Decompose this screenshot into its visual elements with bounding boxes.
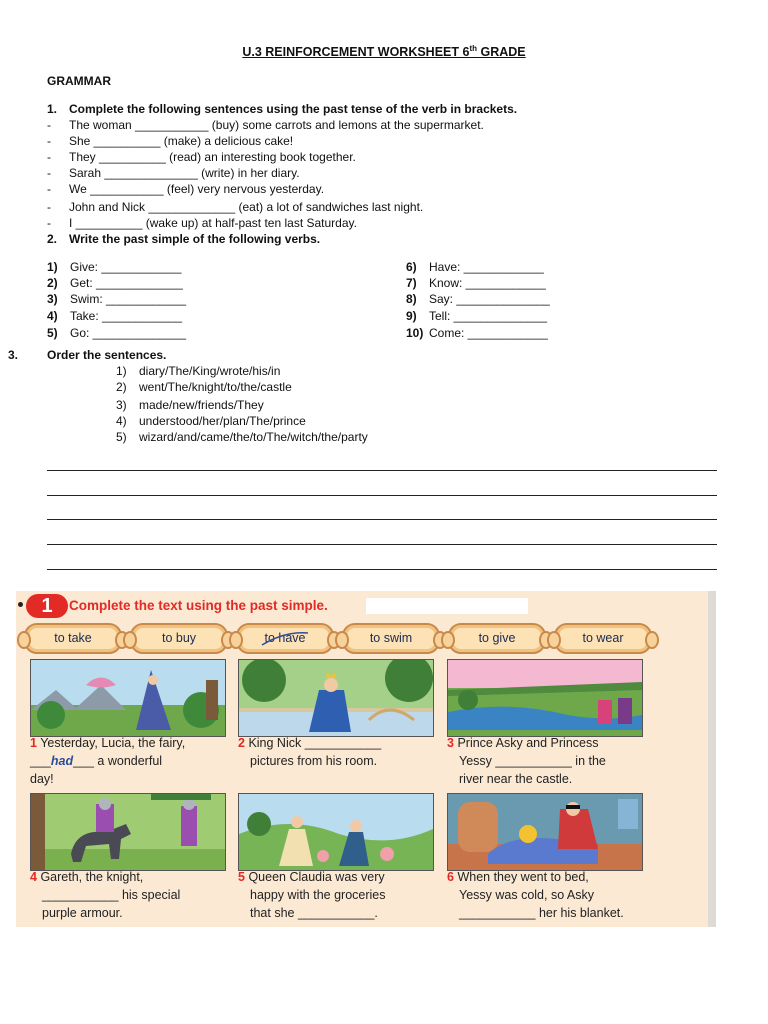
illustration-bedroom (447, 793, 643, 871)
order-item: 1) diary/The/King/wrote/his/in (116, 364, 281, 378)
verb-item: 4) Take: ____________ (47, 309, 183, 323)
sentence-item: They __________ (read) an interesting book together. (69, 150, 356, 164)
order-item: 5) wizard/and/came/the/to/The/witch/the/party (116, 430, 368, 444)
answer-line[interactable] (47, 495, 717, 496)
caption-5: 5 Queen Claudia was very happy with the groceries that she ___________. (238, 870, 386, 920)
verb-chip: to wear (554, 623, 652, 654)
verb-item: 6) Have: ____________ (406, 260, 544, 274)
white-patch (366, 598, 528, 614)
textbook-exercise (16, 591, 716, 927)
caption-1: 1 Yesterday, Lucia, the fairy, ___had___ a wonderful day! (30, 736, 186, 786)
verb-item: 1) Give: ____________ (47, 260, 182, 274)
question-number: 3. (8, 348, 19, 362)
bullet-dot (18, 602, 23, 607)
illustration-fairy (30, 659, 226, 737)
question-instruction: Complete the following sentences using the past tense of the verb in brackets. (69, 102, 518, 116)
question-number: 1. (47, 102, 58, 116)
question-instruction: Order the sentences. (47, 348, 167, 362)
verb-chip: to take (24, 623, 122, 654)
verb-chip: to give (448, 623, 546, 654)
verb-chip: to have (236, 623, 334, 654)
exercise-title: Complete the text using the past simple. (69, 598, 328, 613)
verb-item: 10) Come: ____________ (406, 326, 548, 340)
illustration-river (447, 659, 643, 737)
question-number: 2. (47, 232, 58, 246)
caption-4: 4 Gareth, the knight, ___________ his special purple armour. (30, 870, 181, 920)
caption-6: 6 When they went to bed, Yessy was cold, so Asky ___________ her his blanket. (447, 870, 624, 920)
verb-item: 2) Get: _____________ (47, 276, 183, 290)
handwritten-answer: had (50, 754, 74, 768)
edge-strip (708, 591, 716, 927)
answer-line[interactable] (47, 519, 717, 520)
verb-chip: to swim (342, 623, 440, 654)
verb-chip: to buy (130, 623, 228, 654)
illustration-knight (30, 793, 226, 871)
caption-2: 2 King Nick ___________ pictures from his room. (238, 736, 382, 768)
worksheet-title: U.3 REINFORCEMENT WORKSHEET 6th GRADE (242, 44, 526, 60)
sentence-item: The woman ___________ (buy) some carrots and lemons at the supermarket. (69, 118, 484, 132)
order-item: 4) understood/her/plan/The/prince (116, 414, 306, 428)
verb-item: 9) Tell: ______________ (406, 309, 548, 323)
answer-line[interactable] (47, 544, 717, 545)
cross-out-mark (260, 629, 310, 649)
caption-3: 3 Prince Asky and Princess Yessy ___________ in the river near the castle. (447, 736, 606, 786)
sentence-item: Sarah ______________ (write) in her diary. (69, 166, 300, 180)
verb-item: 5) Go: ______________ (47, 326, 187, 340)
exercise-number-badge: 1 (26, 594, 68, 618)
answer-line[interactable] (47, 470, 717, 471)
verb-item: 8) Say: ______________ (406, 292, 550, 306)
order-item: 2) went/The/knight/to/the/castle (116, 380, 292, 394)
answer-line[interactable] (47, 569, 717, 570)
grammar-heading: GRAMMAR (47, 74, 111, 88)
sentence-item: I __________ (wake up) at half-past ten last Saturday. (69, 216, 357, 230)
verb-item: 7) Know: ____________ (406, 276, 546, 290)
question-instruction: Write the past simple of the following verbs. (69, 232, 321, 246)
sentence-item: We ___________ (feel) very nervous yesterday. (69, 182, 325, 196)
illustration-king (238, 659, 434, 737)
verb-item: 3) Swim: ____________ (47, 292, 187, 306)
illustration-queen (238, 793, 434, 871)
order-item: 3) made/new/friends/They (116, 398, 264, 412)
sentence-item: She __________ (make) a delicious cake! (69, 134, 294, 148)
sentence-item: John and Nick _____________ (eat) a lot of sandwiches last night. (69, 200, 424, 214)
